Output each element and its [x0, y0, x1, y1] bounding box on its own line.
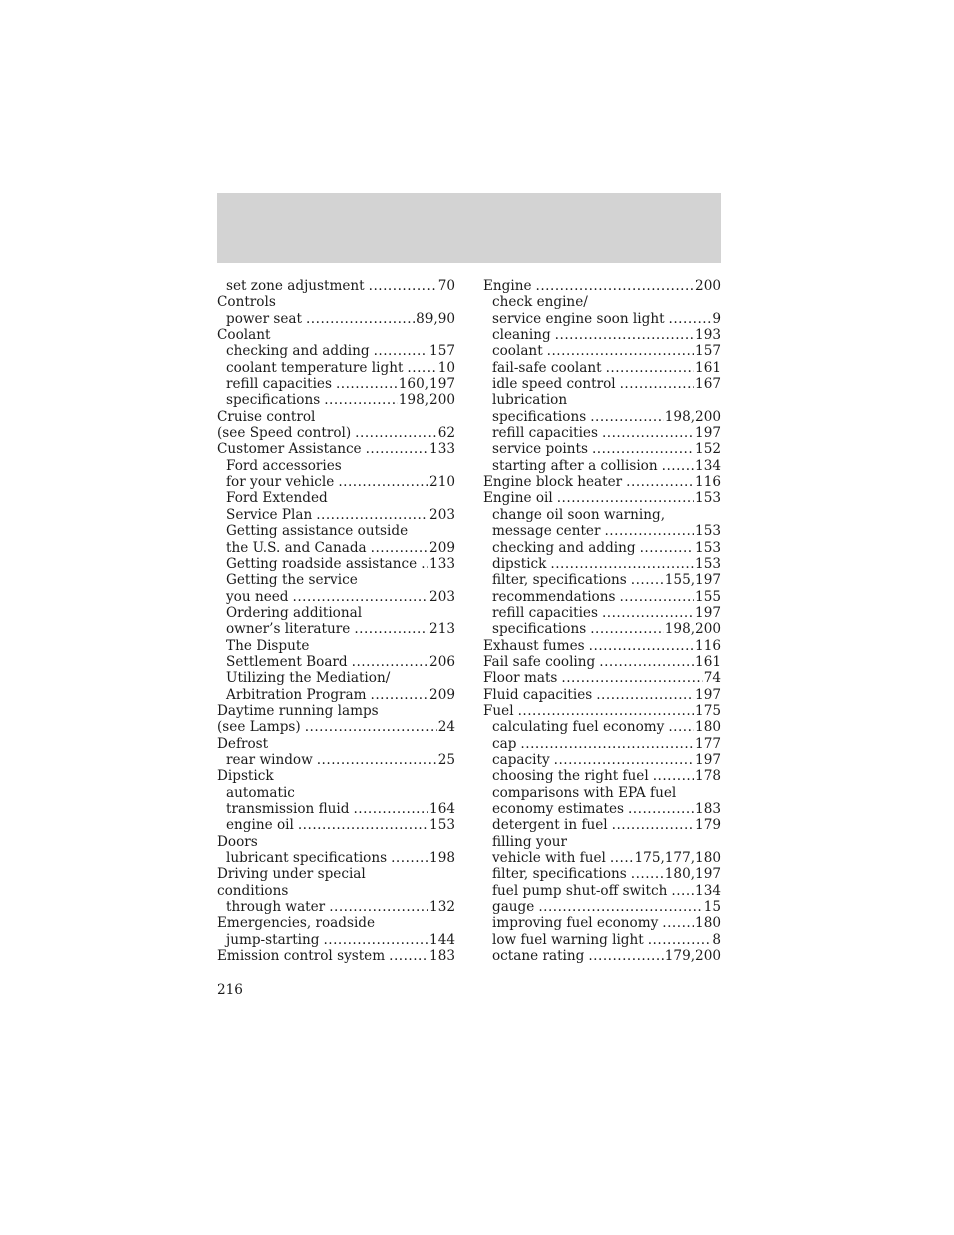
index-subentry [217, 523, 455, 539]
entry-text: Arbitration Program [226, 686, 367, 703]
dot-leader [518, 703, 694, 719]
entry-text: low fuel warning light [492, 931, 644, 948]
entry-text: conditions [217, 882, 289, 899]
index-entry [217, 703, 455, 719]
index-subentry [483, 932, 721, 948]
index-subentry [217, 932, 455, 948]
entry-text: Driving under special [217, 866, 366, 883]
index-subentry [483, 409, 721, 425]
entry-page: 180 [695, 719, 721, 736]
entry-text: starting after a collision [492, 457, 658, 474]
entry-page: 198,200 [398, 392, 455, 409]
dot-leader [421, 556, 428, 572]
entry-text: service points [492, 441, 588, 458]
index-entry [217, 736, 455, 752]
index-subentry [217, 899, 455, 915]
entry-text: capacity [492, 751, 550, 768]
index-subentry [217, 572, 455, 588]
dot-leader [602, 605, 694, 621]
entry-page: 157 [429, 343, 455, 360]
dot-leader [352, 654, 428, 670]
entry-text: Engine oil [483, 490, 553, 507]
index-subentry [483, 311, 721, 327]
entry-page: 183 [429, 948, 455, 965]
dot-leader [538, 899, 702, 915]
entry-page: 25 [437, 751, 455, 768]
entry-text: Customer Assistance [217, 441, 362, 458]
dot-leader [604, 523, 694, 539]
entry-text: coolant temperature light [226, 359, 404, 376]
entry-page: 153 [695, 523, 721, 540]
entry-text: specifications [492, 408, 587, 425]
index-subentry [217, 474, 455, 490]
entry-page: 213 [429, 621, 455, 638]
entry-page: 24 [437, 719, 455, 736]
index-subentry [483, 360, 721, 376]
entry-text: detergent in fuel [492, 817, 608, 834]
entry-text: comparisons with EPA fuel [492, 784, 677, 801]
entry-text: octane rating [492, 948, 585, 965]
entry-page: 197 [695, 686, 721, 703]
entry-text: (see Lamps) [217, 719, 301, 736]
index-subentry [217, 278, 455, 294]
index-subentry [217, 687, 455, 703]
entry-text: Emergencies, roadside [217, 915, 376, 932]
entry-text: Daytime running lamps [217, 702, 379, 719]
dot-leader [371, 540, 428, 556]
index-subentry [483, 915, 721, 931]
dot-leader [648, 932, 712, 948]
entry-page: 209 [429, 686, 455, 703]
dot-leader [557, 490, 694, 506]
entry-page: 155 [695, 588, 721, 605]
entry-page: 175 [695, 702, 721, 719]
entry-text: The Dispute [226, 637, 310, 654]
dot-leader [547, 343, 694, 359]
index-subentry [483, 523, 721, 539]
entry-text: choosing the right fuel [492, 768, 649, 785]
index-entry [217, 409, 455, 425]
entry-page: 197 [695, 751, 721, 768]
index-entry [483, 670, 721, 686]
header-band [217, 193, 721, 263]
entry-page: 74 [703, 670, 721, 687]
index-entry [483, 703, 721, 719]
entry-page: 180 [695, 915, 721, 932]
entry-text: Getting roadside assistance [226, 555, 418, 572]
entry-text: check engine/ [492, 294, 588, 311]
entry-text: Exhaust fumes [483, 637, 585, 654]
entry-text: Emission control system [217, 948, 386, 965]
entry-page: 175,177,180 [634, 850, 721, 867]
dot-leader [626, 474, 694, 490]
entry-page: 155,197 [664, 572, 721, 589]
entry-text: vehicle with fuel [492, 850, 606, 867]
entry-text: Ford Extended [226, 490, 328, 507]
index-subentry [217, 589, 455, 605]
entry-page: 203 [429, 506, 455, 523]
entry-text: Ordering additional [226, 604, 363, 621]
entry-text: Utilizing the Mediation/ [226, 670, 391, 687]
index-column-left [217, 278, 455, 964]
index-subentry [483, 834, 721, 850]
dot-leader [619, 589, 694, 605]
entry-text: calculating fuel economy [492, 719, 665, 736]
entry-text: automatic [226, 784, 295, 801]
dot-leader [366, 441, 428, 457]
index-subentry [217, 638, 455, 654]
index-entry [217, 883, 455, 899]
entry-page: 206 [429, 653, 455, 670]
index-subentry [483, 850, 721, 866]
index-subentry [217, 605, 455, 621]
index-subentry [217, 556, 455, 572]
index-subentry [483, 556, 721, 572]
entry-page: 10 [437, 359, 455, 376]
dot-leader [391, 850, 428, 866]
index-entry [483, 474, 721, 490]
entry-page: 179,200 [664, 948, 721, 965]
dot-leader [389, 948, 428, 964]
entry-text: dipstick [492, 555, 547, 572]
entry-text: Ford accessories [226, 457, 342, 474]
entry-page: 133 [429, 441, 455, 458]
index-subentry [483, 540, 721, 556]
dot-leader [561, 670, 702, 686]
entry-page: 198,200 [664, 621, 721, 638]
index-subentry [217, 311, 455, 327]
dot-leader [306, 311, 415, 327]
entry-page: 116 [695, 474, 721, 491]
entry-page: 132 [429, 899, 455, 916]
index-subentry [483, 458, 721, 474]
index-entry [217, 866, 455, 882]
dot-leader [599, 654, 694, 670]
entry-text: filter, specifications [492, 572, 627, 589]
dot-leader [323, 932, 428, 948]
entry-page: 167 [695, 376, 721, 393]
entry-page: 134 [695, 882, 721, 899]
index-entry [483, 278, 721, 294]
dot-leader [640, 540, 694, 556]
entry-text: Dipstick [217, 768, 274, 785]
dot-leader [620, 376, 694, 392]
index-entry [483, 687, 721, 703]
entry-text: service engine soon light [492, 310, 665, 327]
index-subentry [483, 343, 721, 359]
entry-text: cap [492, 735, 517, 752]
dot-leader [589, 638, 694, 654]
entry-text: you need [226, 588, 289, 605]
entry-text: the U.S. and Canada [226, 539, 367, 556]
index-subentry [217, 540, 455, 556]
dot-leader [671, 883, 694, 899]
entry-page: 197 [695, 425, 721, 442]
dot-leader [610, 850, 634, 866]
index-subentry [217, 490, 455, 506]
entry-text: Settlement Board [226, 653, 348, 670]
dot-leader [374, 343, 428, 359]
dot-leader [669, 311, 712, 327]
entry-page: 198,200 [664, 408, 721, 425]
entry-text: lubrication [492, 392, 568, 409]
index-entry [217, 327, 455, 343]
index-entry [217, 915, 455, 931]
entry-text: economy estimates [492, 801, 624, 817]
dot-leader [602, 425, 694, 441]
entry-page: 164 [429, 801, 455, 817]
entry-page: 89,90 [416, 310, 455, 327]
index-entry [217, 294, 455, 310]
index-subentry [483, 736, 721, 752]
dot-leader [355, 425, 437, 441]
dot-leader [596, 687, 694, 703]
entry-page: 203 [429, 588, 455, 605]
entry-text: refill capacities [226, 376, 332, 393]
index-entry [217, 948, 455, 964]
entry-text: refill capacities [492, 604, 598, 621]
dot-leader [590, 409, 664, 425]
index-subentry [217, 621, 455, 637]
index-entry [217, 834, 455, 850]
entry-page: 70 [437, 278, 455, 294]
entry-page: 161 [695, 359, 721, 376]
entry-text: improving fuel economy [492, 915, 659, 932]
index-subentry [483, 392, 721, 408]
index-entry [483, 490, 721, 506]
entry-page: 144 [429, 931, 455, 948]
entry-text: Coolant [217, 327, 271, 344]
entry-page: 153 [429, 817, 455, 834]
index-subentry [217, 654, 455, 670]
entry-text: Fluid capacities [483, 686, 593, 703]
dot-leader [324, 392, 398, 408]
dot-leader [653, 768, 694, 784]
index-entry [483, 638, 721, 654]
dot-leader [293, 589, 429, 605]
dot-leader [631, 866, 664, 882]
entry-page: 160,197 [398, 376, 455, 393]
index-subentry [217, 392, 455, 408]
dot-leader [550, 556, 694, 572]
entry-text: idle speed control [492, 376, 616, 393]
entry-page: 153 [695, 490, 721, 507]
dot-leader [338, 474, 428, 490]
index-subentry [483, 441, 721, 457]
index-subentry [483, 768, 721, 784]
entry-text: change oil soon warning, [492, 506, 666, 523]
index-subentry [483, 883, 721, 899]
dot-leader [536, 278, 695, 294]
entry-text: engine oil [226, 817, 294, 834]
entry-text: message center [492, 523, 601, 540]
index-subentry [483, 719, 721, 735]
index-entry [217, 768, 455, 784]
entry-page: 179 [695, 817, 721, 834]
index-subentry [217, 670, 455, 686]
index-subentry [483, 752, 721, 768]
entry-text: transmission fluid [226, 801, 350, 817]
entry-text: Engine block heater [483, 474, 623, 491]
entry-text: gauge [492, 899, 535, 916]
entry-text: power seat [226, 310, 302, 327]
dot-leader [668, 719, 694, 735]
entry-text: specifications [226, 392, 321, 409]
entry-page: 210 [429, 474, 455, 491]
dot-leader [353, 801, 428, 817]
entry-text: Engine [483, 278, 532, 294]
entry-text: recommendations [492, 588, 616, 605]
index-subentry [217, 376, 455, 392]
entry-page: 183 [695, 801, 721, 817]
entry-text: Doors [217, 833, 258, 850]
entry-text: Fuel [483, 702, 514, 719]
entry-page: 193 [695, 327, 721, 344]
entry-text: filling your [492, 833, 568, 850]
dot-leader [369, 278, 437, 294]
entry-page: 8 [712, 931, 721, 948]
index-subentry [483, 817, 721, 833]
index-subentry [217, 507, 455, 523]
entry-page: 9 [712, 310, 721, 327]
index-subentry [483, 605, 721, 621]
dot-leader [628, 801, 694, 817]
index-subentry [483, 425, 721, 441]
dot-leader [336, 376, 398, 392]
index-subentry [483, 376, 721, 392]
index-subentry [483, 866, 721, 882]
index-entry [217, 719, 455, 735]
dot-leader [329, 899, 428, 915]
dot-leader [631, 572, 664, 588]
entry-text: rear window [226, 751, 313, 768]
entry-text: Getting the service [226, 572, 358, 589]
entry-page: 62 [437, 425, 455, 442]
index-entry [483, 654, 721, 670]
entry-text: refill capacities [492, 425, 598, 442]
entry-text: specifications [492, 621, 587, 638]
dot-leader [298, 817, 428, 833]
entry-page: 198 [429, 850, 455, 867]
dot-leader [555, 327, 694, 343]
index-subentry [483, 507, 721, 523]
entry-text: (see Speed control) [217, 425, 352, 442]
entry-text: Controls [217, 294, 276, 311]
entry-page: 177 [695, 735, 721, 752]
index-subentry [483, 572, 721, 588]
entry-text: Cruise control [217, 408, 316, 425]
dot-leader [316, 507, 428, 523]
entry-text: Getting assistance outside [226, 523, 409, 540]
entry-text: coolant [492, 343, 543, 360]
dot-leader [606, 360, 694, 376]
index-subentry [217, 752, 455, 768]
entry-page: 15 [703, 899, 721, 916]
dot-leader [407, 360, 436, 376]
index-subentry [217, 343, 455, 359]
index-subentry [217, 458, 455, 474]
entry-text: through water [226, 899, 326, 916]
dot-leader [520, 736, 694, 752]
entry-page: 152 [695, 441, 721, 458]
dot-leader [371, 687, 429, 703]
page-number: 216 [217, 982, 243, 998]
dot-leader [662, 915, 694, 931]
entry-text: cleaning [492, 327, 551, 344]
entry-page: 116 [695, 637, 721, 654]
entry-page: 153 [695, 555, 721, 572]
entry-page: 178 [695, 768, 721, 785]
index-subentry [483, 899, 721, 915]
dot-leader [305, 719, 437, 735]
dot-leader [592, 441, 694, 457]
dot-leader [588, 948, 663, 964]
entry-page: 157 [695, 343, 721, 360]
entry-text: lubricant specifications [226, 850, 388, 867]
entry-text: Fail safe cooling [483, 653, 596, 670]
entry-page: 161 [695, 653, 721, 670]
index-subentry [217, 801, 455, 817]
entry-page: 209 [429, 539, 455, 556]
entry-text: jump-starting [226, 931, 320, 948]
index-subentry [217, 360, 455, 376]
index-entry [217, 425, 455, 441]
index-subentry [483, 621, 721, 637]
dot-leader [590, 621, 664, 637]
entry-text: checking and adding [226, 343, 370, 360]
index-subentry [483, 294, 721, 310]
entry-page: 133 [429, 555, 455, 572]
dot-leader [612, 817, 694, 833]
entry-page: 197 [695, 604, 721, 621]
index-subentry [217, 850, 455, 866]
entry-page: 153 [695, 539, 721, 556]
entry-text: Defrost [217, 735, 269, 752]
entry-text: owner’s literature [226, 621, 351, 638]
dot-leader [662, 458, 694, 474]
index-subentry [483, 948, 721, 964]
entry-text: checking and adding [492, 539, 636, 556]
index-subentry [483, 785, 721, 801]
index-subentry [217, 785, 455, 801]
entry-text: fail-safe coolant [492, 359, 602, 376]
dot-leader [317, 752, 437, 768]
index-subentry [217, 817, 455, 833]
index-column-right [483, 278, 721, 964]
dot-leader [554, 752, 694, 768]
index-subentry [483, 801, 721, 817]
entry-page: 180,197 [664, 866, 721, 883]
entry-text: Service Plan [226, 506, 313, 523]
entry-text: for your vehicle [226, 474, 335, 491]
entry-page: 200 [695, 278, 721, 294]
dot-leader [354, 621, 428, 637]
index-entry [217, 441, 455, 457]
entry-text: Floor mats [483, 670, 558, 687]
index-subentry [483, 327, 721, 343]
index-subentry [483, 589, 721, 605]
entry-text: set zone adjustment [226, 278, 365, 294]
entry-text: fuel pump shut-off switch [492, 882, 668, 899]
entry-page: 134 [695, 457, 721, 474]
entry-text: filter, specifications [492, 866, 627, 883]
